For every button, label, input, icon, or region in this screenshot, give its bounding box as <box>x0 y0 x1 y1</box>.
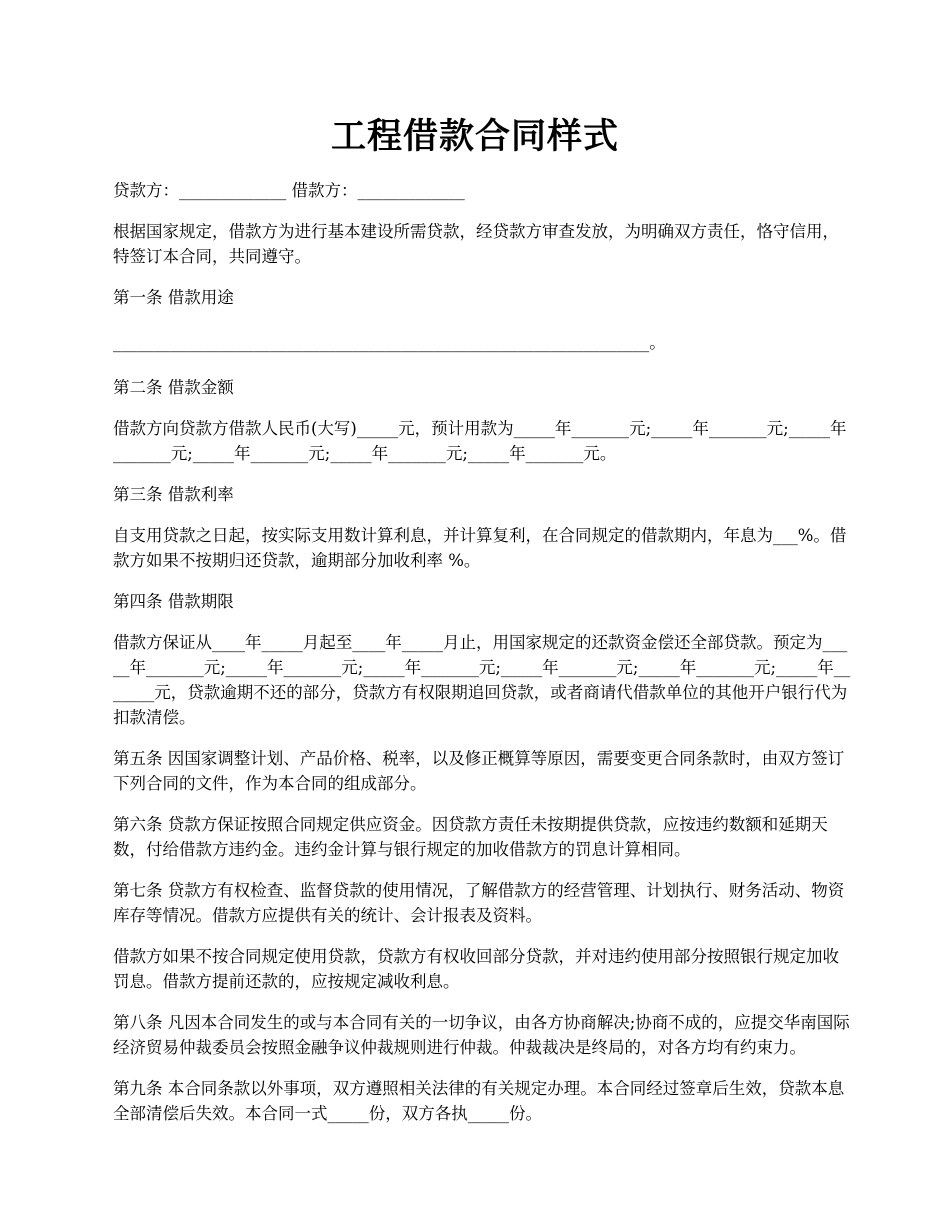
article-3-heading: 第三条 借款利率 <box>113 485 234 504</box>
article-3-body: 自支用贷款之日起，按实际支用数计算利息，并计算复利，在合同规定的借款期内，年息为___%。借款方如果不按期归还贷款，逾期部分加收利率 %。 <box>113 526 847 570</box>
article-1-blank-line: _________________________________________________________________。 <box>113 333 666 352</box>
article-7-continuation: 借款方如果不按合同规定使用贷款，贷款方有权收回部分贷款，并对违约使用部分按照银行规定加收罚息。借款方提前还款的，应按规定减收利息。 <box>113 947 839 991</box>
article-2-heading: 第二条 借款金额 <box>113 378 234 397</box>
article-4-body: 借款方保证从____年_____月起至____年_____月止，用国家规定的还款资金偿还全部贷款。预定为_____年_______元;_____年_______元;_____年_______元;_____年_______元;_____年_______元;_____年_______元，贷款逾期不还的部分，贷款方有权限期追回贷款，或者商请代借款单位的其他开户银行代为扣款清偿。 <box>113 633 851 727</box>
parties-line: 贷款方：_____________ 借款方：_____________ <box>113 181 465 200</box>
article-1-heading: 第一条 借款用途 <box>113 288 234 307</box>
article-9-paragraph: 第九条 本合同条款以外事项，双方遵照相关法律的有关规定办理。本合同经过签章后生效，贷款本息全部清偿后失效。本合同一式_____份，双方各执_____份。 <box>113 1079 845 1123</box>
article-8-paragraph: 第八条 凡因本合同发生的或与本合同有关的一切争议，由各方协商解决;协商不成的，应提交华南国际经济贸易仲裁委员会按照金融争议仲裁规则进行仲裁。仲裁裁决是终局的，对各方均有约束力。 <box>113 1013 850 1057</box>
document-title: 工程借款合同样式 <box>330 117 619 157</box>
article-2-body: 借款方向贷款方借款人民币(大写)_____元，预计用款为_____年_______元;_____年_______元;_____年_______元;_____年_______元;_____年_______元;_____年_______元。 <box>113 419 847 463</box>
article-6-paragraph: 第六条 贷款方保证按照合同规定供应资金。因贷款方责任未按期提供贷款，应按违约数额和延期天数，付给借款方违约金。违约金计算与银行规定的加收借款方的罚息计算相同。 <box>113 815 828 859</box>
article-7-paragraph: 第七条 贷款方有权检查、监督贷款的使用情况，了解借款方的经营管理、计划执行、财务活动、物资库存等情况。借款方应提供有关的统计、会计报表及资料。 <box>113 881 845 925</box>
article-5-paragraph: 第五条 因国家调整计划、产品价格、税率，以及修正概算等原因，需要变更合同条款时，由双方签订下列合同的文件，作为本合同的组成部分。 <box>113 749 845 793</box>
document-body <box>113 178 853 1142</box>
article-4-heading: 第四条 借款期限 <box>113 592 234 611</box>
preamble-paragraph: 根据国家规定，借款方为进行基本建设所需贷款，经贷款方审查发放，为明确双方责任，恪守信用，特签订本合同，共同遵守。 <box>113 222 839 266</box>
